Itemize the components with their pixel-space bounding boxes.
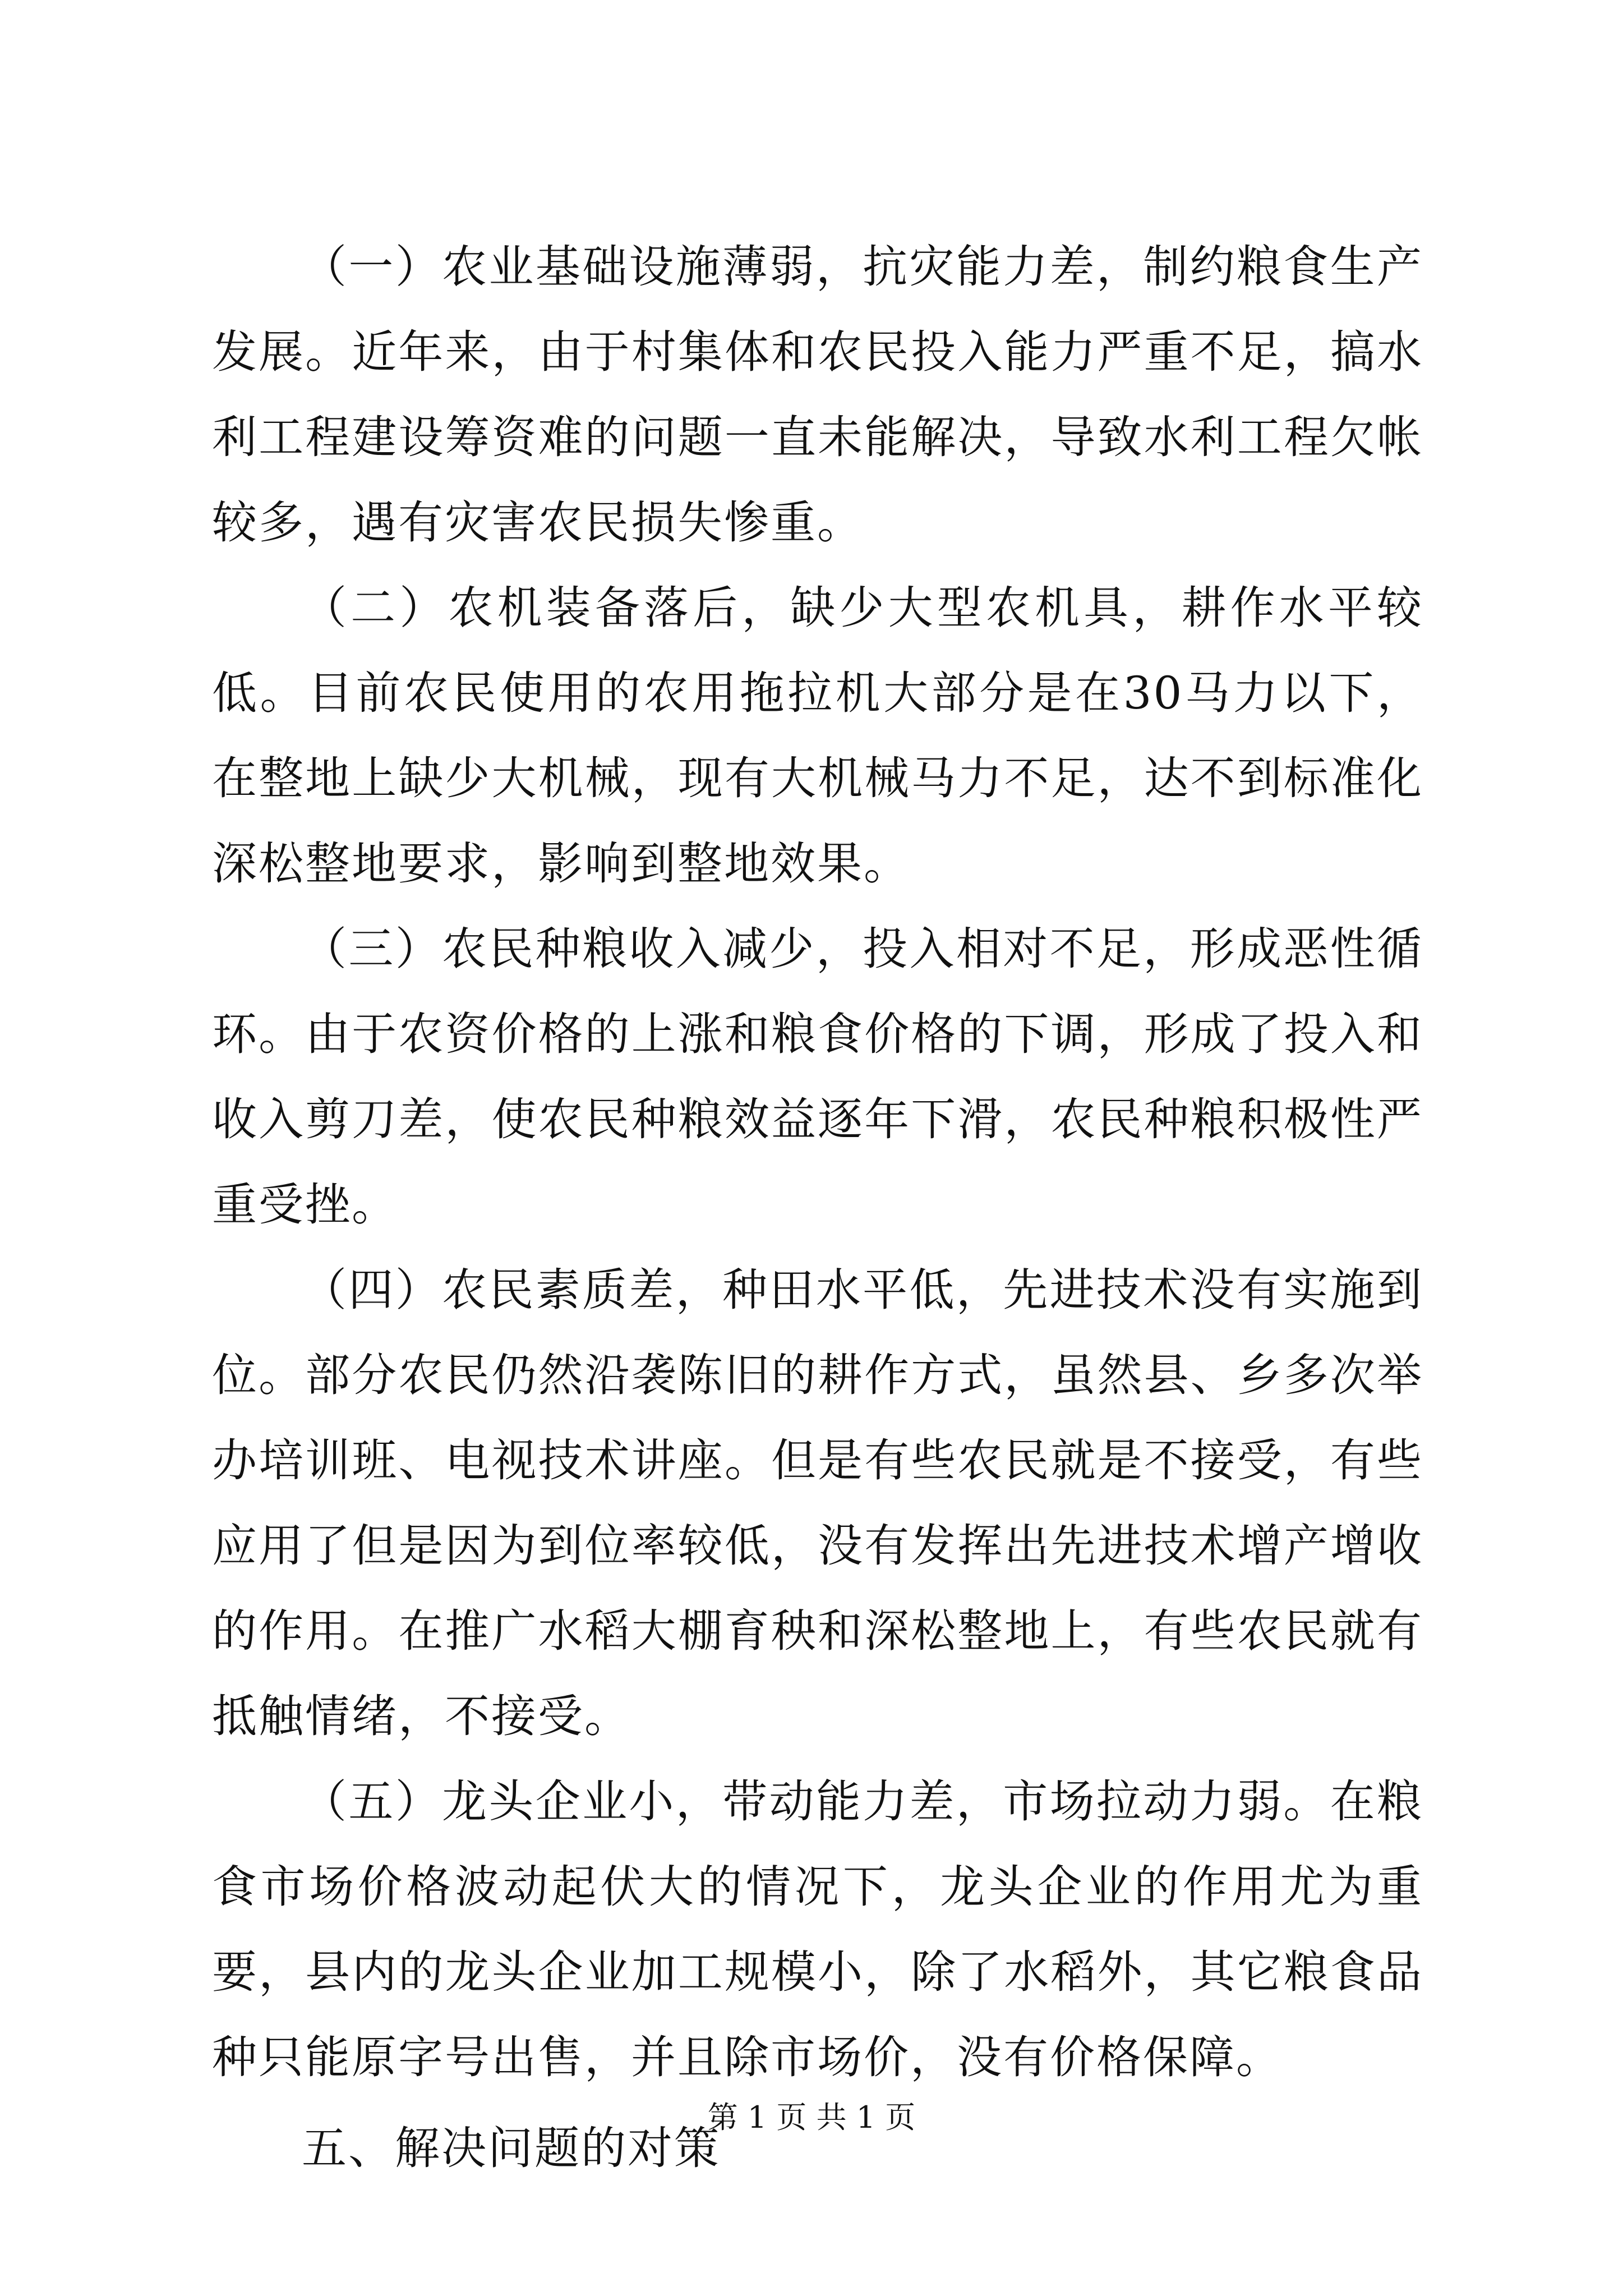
- section-heading: 五、解决问题的对策: [302, 2122, 721, 2174]
- paragraph-1: （一）农业基础设施薄弱，抗灾能力差，制约粮食生产发展。近年来，由于村集体和农民投入能力严重不足，搞水利工程建设筹资难的问题一直未能解决，导致水利工程欠帐较多，遇有灾害农民损失惨重。: [212, 241, 1423, 549]
- paragraph-2: （二）农机装备落后，缺少大型农机具，耕作水平较低。目前农民使用的农用拖拉机大部分是在30马力以下，在整地上缺少大机械，现有大机械马力不足，达不到标准化深松整地要求，影响到整地效果。: [212, 582, 1423, 890]
- paragraph-4: （四）农民素质差，种田水平低，先进技术没有实施到位。部分农民仍然沿袭陈旧的耕作方式，虽然县、乡多次举办培训班、电视技术讲座。但是有些农民就是不接受，有些应用了但是因为到位率较低，没有发挥出先进技术增产增收的作用。在推广水稻大棚育秧和深松整地上，有些农民就有抵触情绪，不接受。: [212, 1264, 1423, 1742]
- page-footer: 第 1 页 共 1 页: [707, 2100, 916, 2135]
- document-body: [212, 224, 1423, 2191]
- paragraph-5: （五）龙头企业小，带动能力差，市场拉动力弱。在粮食市场价格波动起伏大的情况下，龙头企业的作用尤为重要，县内的龙头企业加工规模小，除了水稻外，其它粮食品种只能原字号出售，并且除市场价，没有价格保障。: [212, 1775, 1423, 2083]
- paragraph-3: （三）农民种粮收入减少，投入相对不足，形成恶性循环。由于农资价格的上涨和粮食价格的下调，形成了投入和收入剪刀差，使农民种粮效益逐年下滑，农民种粮积极性严重受挫。: [212, 923, 1423, 1231]
